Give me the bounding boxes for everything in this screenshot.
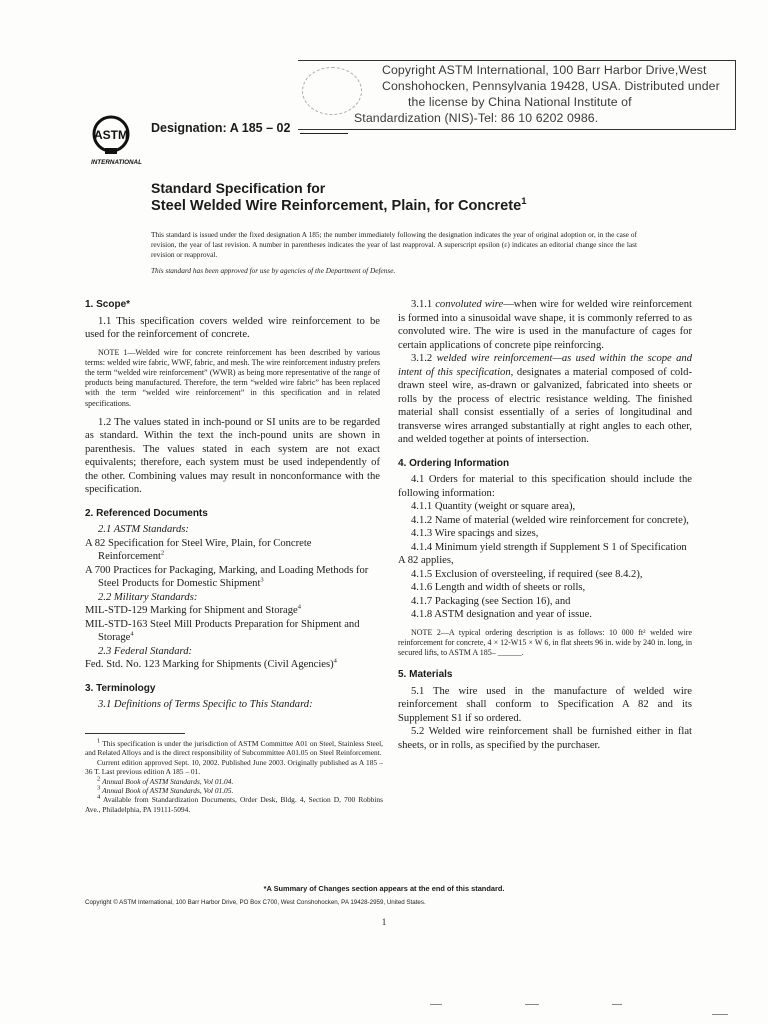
stamp-line-1: Copyright ASTM International, 100 Barr Harbor Drive,West [382, 63, 707, 77]
ref-mil-std-129: MIL-STD-129 Marking for Shipment and Storage$^4$ [85, 603, 301, 617]
stamp-line-3: the license by China National Institute of [408, 95, 632, 109]
order-item-5: 4.1.5 Exclusion of oversteeling, if required (see 8.4.2), [411, 568, 643, 580]
designation: Designation: A 185 – 02 [151, 121, 291, 135]
stamp-seal [302, 67, 362, 115]
paragraph-2-3: 2.3 Federal Standard: [98, 645, 193, 657]
paragraph-2-1: 2.1 ASTM Standards: [98, 524, 189, 536]
scan-artifact [612, 1004, 622, 1005]
paragraph-3-1-1: 3.1.1 convoluted wire—when wire for welded wire reinforcement is formed into a sinusoidal wave shape, it is commonly referred to as convoluted wire. The wire is used in the manufacture of cages for certain applications of concrete pipe reinforcing. [398, 299, 692, 351]
order-item-6: 4.1.6 Length and width of sheets or rolls, [411, 582, 586, 593]
ref-fed-std-123: Fed. Std. No. 123 Marking for Shipments (Civil Agencies)$^4$ [85, 657, 337, 671]
footnote-1b: Current edition approved Sept. 10, 2002. Published June 2003. Originally published as A 185 – 36 T. Last previous edition A 185 – 01. [85, 757, 383, 777]
scope-heading: 1. Scope* [85, 299, 131, 310]
note-2: NOTE 2—A typical ordering description is as follows: 10 000 ft² welded wire reinforcement for concrete, 4 × 12-W15 × W 6, in flat sheets 96 in. wide by 240 in. long, in secured lifts, to ASTM A 185– ______. [398, 627, 692, 657]
left-column [85, 298, 380, 712]
paragraph-5-2: 5.2 Welded wire reinforcement shall be furnished either in flat sheets, or in rolls, as specified by the purchaser. [398, 726, 692, 751]
note-1: NOTE 1—Welded wire for concrete reinforcement has been described by various terms: welded wire fabric, WWF, fabric, and mesh. The wire reinforcement industry prefers the term “welded wire reinforcement” (WWR) as being more representative of the range of products being manufactured. Therefore, the term “welded wire fabric” has been replaced with the term “welded wire reinforcement” in this specification and in related specifications. [85, 347, 380, 408]
scan-artifact [525, 1004, 539, 1005]
intro-paragraph: This standard is issued under the fixed designation A 185; the number immediately following the designation indicates the year of original adoption or, in the case of revision, the year of last revision. A number in parentheses indicates the year of last reapproval. A superscript epsilon (ε) indicates an editorial change since the last revision or reapproval. [151, 230, 637, 259]
paragraph-4-1: 4.1 Orders for material to this specification should include the following information: [398, 474, 692, 499]
ref-a82: A 82 Specification for Steel Wire, Plain, for Concrete Reinforcement$^2$ [85, 537, 312, 563]
order-item-7: 4.1.7 Packaging (see Section 16), and [411, 595, 571, 607]
title-line-1: Standard Specification for [151, 180, 326, 196]
summary-of-changes-note: *A Summary of Changes section appears at the end of this standard. [263, 884, 505, 893]
paragraph-1-1: 1.1 This specification covers welded wire reinforcement to be used for the reinforcement of concrete. [85, 315, 380, 340]
copyright-line: Copyright © ASTM International, 100 Barr Harbor Drive, PO Box C700, West Conshohocken, PA 19428-2959, United States. [85, 899, 426, 906]
materials-heading: 5. Materials [398, 669, 453, 681]
terminology-heading: 3. Terminology [85, 682, 156, 694]
paragraph-3-1-2: 3.1.2 welded wire reinforcement—as used within the scope and intent of this specification, designates a material composed of cold-drawn steel wire, as-drawn or galvanized, fabricated into sheets or rolls by the process of electric resistance welding. The finished material shall consist essentially of a series of longitudinal and transverse wires arranged substantially at right angles to each other, and welded together at points of intersection. [398, 353, 693, 445]
order-item-2: 4.1.2 Name of material (welded wire reinforcement for concrete), [411, 514, 689, 526]
copyright-stamp [298, 60, 736, 130]
footnote-1: $^1$ This specification is under the jurisdiction of ASTM Committee A01 on Steel, Stainless Steel, and Related Alloys and is the direct responsibility of Subcommittee A01.05 on Steel Reinforcement. [85, 737, 383, 758]
footnote-4: $^4$ Available from Standardization Documents, Order Desk, Bldg. 4, Section D, 700 Robbins Ave., Philadelphia, PA 19111-5094. [85, 793, 383, 814]
order-item-1: 4.1.1 Quantity (weight or square area), [411, 501, 576, 512]
paragraph-3-1: 3.1 Definitions of Terms Specific to This Standard: [98, 699, 313, 711]
scan-artifact [430, 1004, 442, 1005]
stamp-line-2: Conshohocken, Pennsylvania 19428, USA. Distributed under [382, 79, 720, 93]
ordering-heading: 4. Ordering Information [398, 457, 510, 469]
astm-logo [89, 112, 145, 166]
designation-rule [300, 133, 348, 134]
footnote-2: $^2$ Annual Book of ASTM Standards, Vol 01.04. [97, 775, 234, 786]
stamp-line-4: Standardization (NIS)-Tel: 86 10 6202 0986. [354, 111, 599, 125]
order-item-8: 4.1.8 ASTM designation and year of issue. [411, 609, 592, 620]
footnote-3: $^3$ Annual Book of ASTM Standards, Vol 01.05. [97, 784, 234, 796]
footnotes [85, 739, 383, 814]
order-item-4: 4.1.4 Minimum yield strength if Supplement S 1 of Specification A 82 applies, [398, 541, 687, 566]
order-item-3: 4.1.3 Wire spacings and sizes, [411, 528, 539, 539]
paragraph-5-1: 5.1 The wire used in the manufacture of welded wire reinforcement shall conform to Specification A 82 and its Supplement S1 if so ordered. [398, 685, 692, 724]
title-footnote-ref: 1 [521, 196, 527, 208]
title-main: Steel Welded Wire Reinforcement, Plain, for Concrete [151, 198, 522, 214]
paragraph-1-2: 1.2 The values stated in inch-pound or SI units are to be regarded as standard. Within the text the inch-pound units are shown in parenthesis. The values stated in each system are not exact equivalents; therefore, each system must be used independently of the other. Combining values may result in nonconformance with the specification. [85, 416, 380, 496]
referenced-docs-heading: 2. Referenced Documents [85, 507, 208, 519]
right-column [398, 298, 692, 752]
svg-text:ASTM: ASTM [94, 128, 128, 142]
title-line-2 [151, 198, 527, 214]
logo-text: INTERNATIONAL [91, 159, 142, 166]
footnote-rule [85, 733, 185, 734]
paragraph-2-2: 2.2 Military Standards: [98, 591, 198, 603]
scan-artifact [712, 1014, 728, 1015]
approval-note: This standard has been approved for use by agencies of the Department of Defense. [151, 266, 396, 275]
ref-mil-std-163: MIL-STD-163 Steel Mill Products Preparation for Shipment and Storage$^4$ [85, 618, 360, 644]
page-number: 1 [381, 917, 387, 927]
ref-a700: A 700 Practices for Packaging, Marking, and Loading Methods for Steel Products for Domestic Shipment$^3$ [85, 564, 369, 590]
